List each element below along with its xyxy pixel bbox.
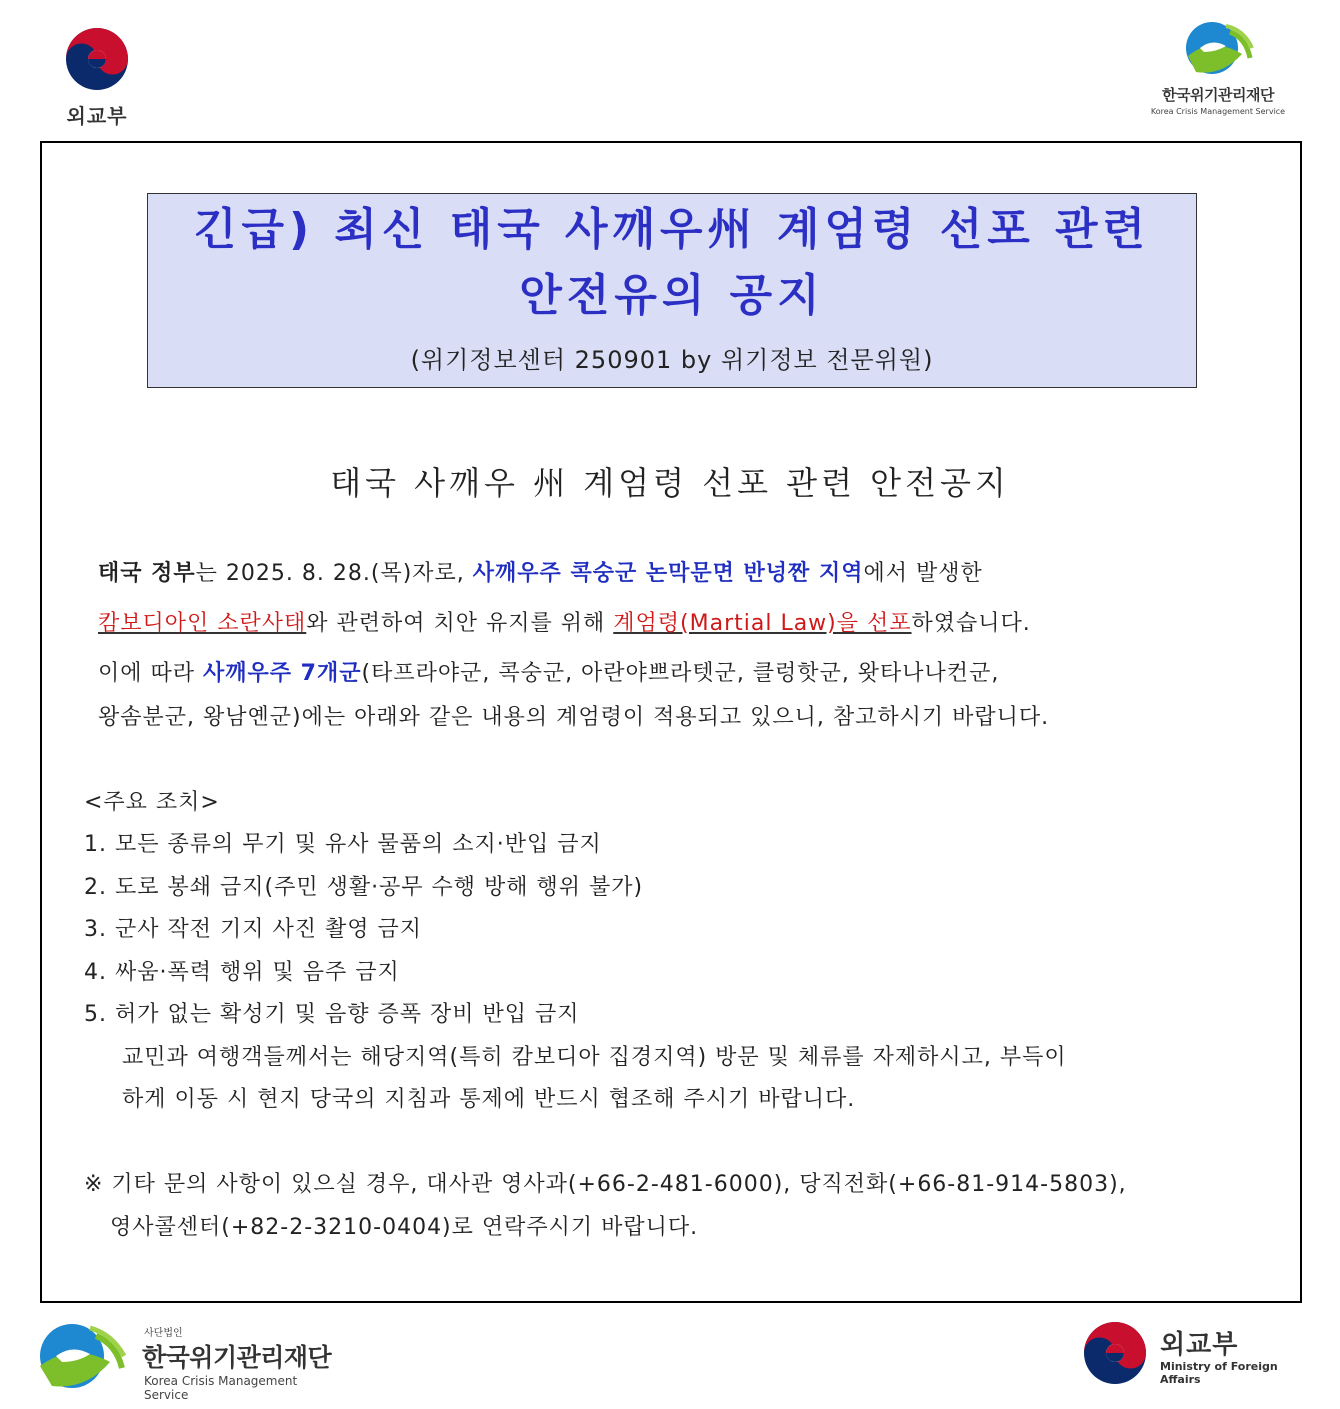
mofa-label: 외교부 (1160, 1330, 1239, 1360)
kcms-emblem-icon (1182, 18, 1254, 80)
notice-subheading: 태국 사깨우 州 계엄령 선포 관련 안전공지 (330, 464, 1010, 502)
taeguk-emblem-icon (64, 26, 130, 92)
districts-highlight: 사깨우주 7개군 (203, 661, 362, 686)
kcms-corp-label: 사단법인 (144, 1328, 183, 1339)
contact-line-1: ※ 기타 문의 사항이 있으실 경우, 대사관 영사과(+66-2-481-6000), 당직전화(+66-81-914-5803), (84, 1172, 1127, 1197)
title-box (147, 193, 1197, 388)
body-text: 이에 따라 (98, 661, 203, 686)
kcms-emblem-icon (34, 1320, 126, 1392)
location-highlight: 사깨우주 콕숭군 논막문면 반넝짠 지역 (472, 561, 864, 586)
advice-line-2: 하게 이동 시 현지 당국의 지침과 통제에 반드시 협조해 주시기 바랍니다. (122, 1087, 856, 1112)
martial-law-highlight: 계엄령(Martial Law)을 선포 (613, 611, 912, 636)
measure-item: 5. 허가 없는 확성기 및 음향 증폭 장비 반입 금지 (84, 1002, 580, 1027)
body-line-1 (98, 556, 983, 587)
body-text: 와 관련하여 치안 유지를 위해 (306, 611, 614, 636)
thai-government-text: 태국 정부 (98, 561, 196, 586)
mofa-logo-top (58, 26, 136, 134)
mofa-name-en: Ministry of Foreign Affairs (1160, 1360, 1278, 1386)
measure-item: 3. 군사 작전 기지 사진 촬영 금지 (84, 917, 422, 942)
kcms-logo-top (1148, 18, 1288, 130)
measures-heading: <주요 조치> (84, 790, 220, 815)
measure-item: 4. 싸움·폭력 행위 및 음주 금지 (84, 960, 400, 985)
body-text: 하였습니다. (911, 611, 1031, 636)
kcms-logo-bottom (34, 1318, 334, 1402)
contact-line-2: 영사콜센터(+82-2-3210-0404)로 연락주시기 바랍니다. (110, 1215, 699, 1240)
kcms-name-en: Korea Crisis Management Service (144, 1374, 298, 1402)
measure-item: 2. 도로 봉쇄 금지(주민 생활·공무 수행 방해 행위 불가) (84, 875, 644, 900)
taeguk-emblem-icon (1082, 1320, 1148, 1386)
kcms-name-en: Korea Crisis Management Service (1150, 107, 1286, 116)
kcms-name-ko: 한국위기관리재단 (1162, 86, 1274, 104)
measure-item: 1. 모든 종류의 무기 및 유사 물품의 소지·반입 금지 (84, 832, 602, 857)
mofa-logo-bottom (1082, 1320, 1312, 1390)
body-text: 는 2025. 8. 28.(목)자로, (195, 561, 473, 586)
title-source: (위기정보센터 250901 by 위기정보 전문위원) (410, 346, 934, 374)
kcms-name-ko: 한국위기관리재단 (142, 1343, 332, 1372)
body-line-2 (98, 606, 1031, 637)
title-line-1: 긴급) 최신 태국 사깨우州 계엄령 선포 관련 (193, 204, 1151, 255)
body-text: 에서 발생한 (863, 561, 983, 586)
title-line-2: 안전유의 공지 (519, 270, 825, 321)
body-line-3 (98, 656, 999, 687)
mofa-label: 외교부 (66, 104, 128, 128)
body-text: (타프라야군, 콕숭군, 아란야쁘라텟군, 클렁핫군, 왓타나나컨군, (361, 661, 1000, 686)
advice-line-1: 교민과 여행객들께서는 해당지역(특히 캄보디아 집경지역) 방문 및 체류를 자제하시고, 부득이 (122, 1045, 1067, 1070)
body-line-4: 왕솜분군, 왕남옌군)에는 아래와 같은 내용의 계엄령이 적용되고 있으니, 참고하시기 바랍니다. (98, 705, 1050, 730)
unrest-highlight: 캄보디아인 소란사태 (98, 611, 307, 636)
